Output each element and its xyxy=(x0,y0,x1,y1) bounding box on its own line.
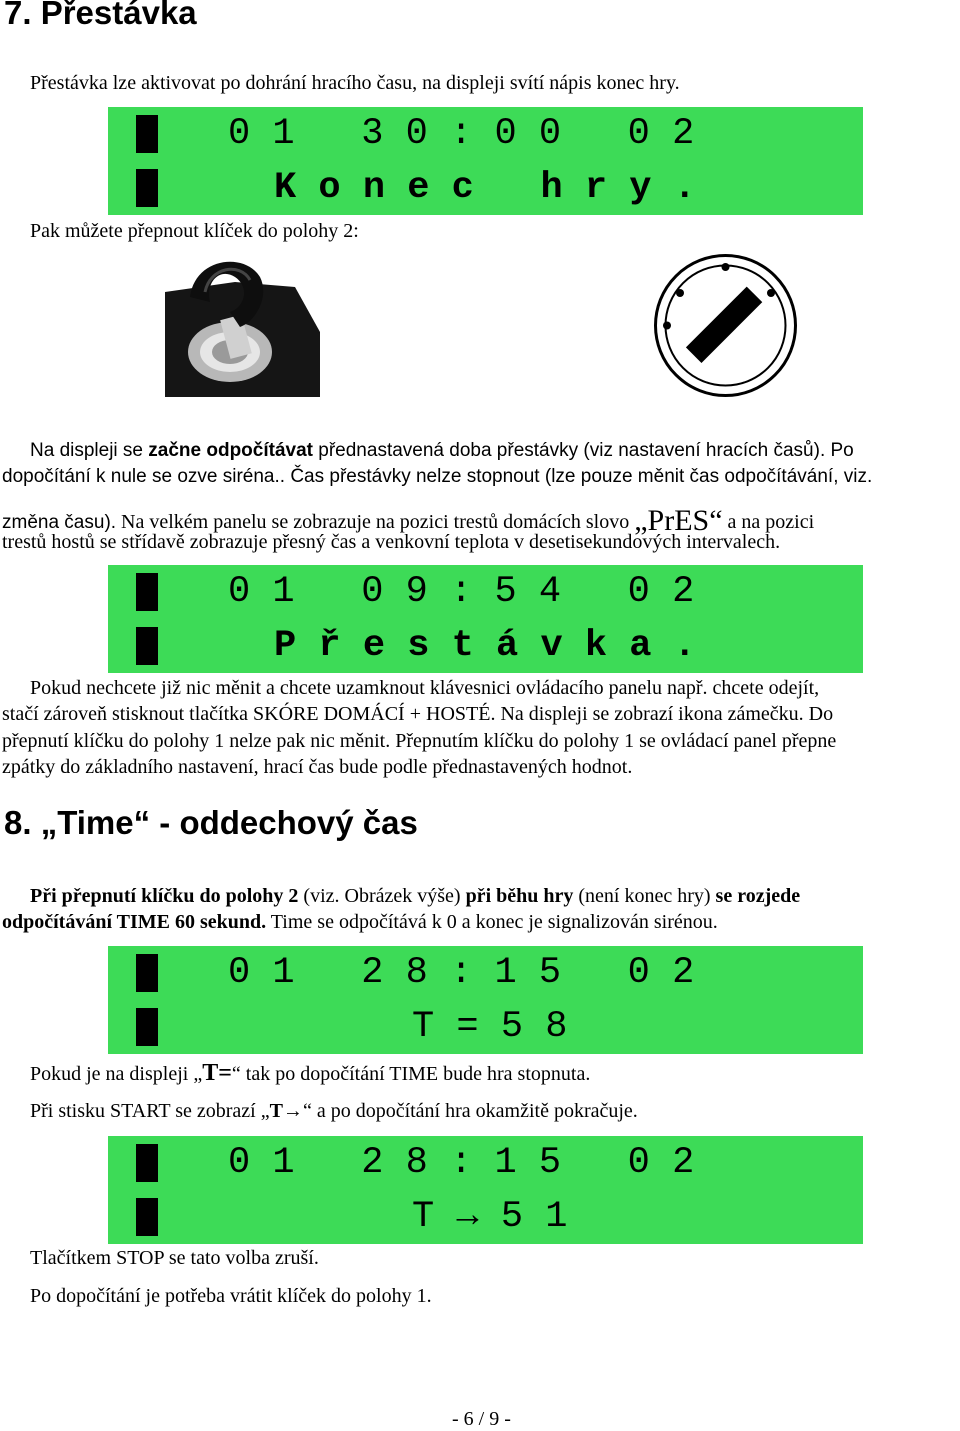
paragraph-line: dopočítání k nule se ozve siréna.. Čas přestávky nelze stopnout (lze pouze měnit čas odpočítávání, viz. xyxy=(2,466,873,487)
text-segment: (není konec hry) xyxy=(573,885,716,907)
lcd-display-konec xyxy=(108,107,863,215)
pres-word: „PrES“ xyxy=(634,504,723,537)
lcd-cursor-block xyxy=(136,573,158,611)
lcd-row-message: P ř e s t á v k a . xyxy=(274,625,696,667)
text-segment: Na displeji se xyxy=(30,440,149,461)
paragraph-line: trestů hostů se střídavě zobrazuje přesný čas a venkovní teplota v desetisekundových intervalech. xyxy=(2,531,781,553)
text-segment: “ tak po dopočítání TIME bude hra stopnuta. xyxy=(231,1063,591,1085)
lcd-row-message: T → 5 1 xyxy=(412,1196,568,1238)
text-segment: “ a po dopočítání hra okamžitě pokračuje. xyxy=(302,1100,638,1122)
lcd-cursor-block xyxy=(136,1144,158,1182)
paragraph-line xyxy=(30,1100,638,1123)
text-segment: Na velkém panelu se zobrazuje na pozici trestů domácích slovo xyxy=(116,511,635,533)
paragraph-line xyxy=(30,885,800,908)
paragraph-line xyxy=(30,1060,590,1087)
paragraph-line: zpátky do základního nastavení, hrací čas bude podle přednastavených hodnot. xyxy=(2,756,633,778)
bold-segment: při běhu hry xyxy=(465,885,574,907)
text-segment: změna času). xyxy=(2,512,117,533)
text-segment: (viz. Obrázek výše) xyxy=(298,885,466,907)
text-segment: Při stisku START se zobrazí „ xyxy=(30,1100,270,1122)
lcd-cursor-block xyxy=(136,627,158,665)
t-eq-tag: T= xyxy=(202,1060,232,1086)
return-key-text: Po dopočítání je potřeba vrátit klíček do polohy 1. xyxy=(30,1285,432,1307)
lcd-row-message: T = 5 8 xyxy=(412,1006,568,1048)
section-7-heading: 7. Přestávka xyxy=(4,0,197,31)
lcd-cursor-block xyxy=(136,1008,158,1046)
text-segment: Pokud je na displeji „ xyxy=(30,1063,203,1085)
lcd-row-time: 0 1 3 0 : 0 0 0 2 xyxy=(228,113,695,155)
t-arrow-tag: T→ xyxy=(269,1100,303,1122)
stop-text: Tlačítkem STOP se tato volba zruší. xyxy=(30,1247,319,1269)
lcd-cursor-block xyxy=(136,169,158,207)
intro-text: Přestávka lze aktivovat po dohrání hracího času, na displeji svítí nápis konec hry. xyxy=(30,72,680,94)
lcd-row-time: 0 1 2 8 : 1 5 0 2 xyxy=(228,952,695,994)
paragraph-line: Pokud nechcete již nic měnit a chcete uzamknout klávesnici ovládacího panelu např. chcete odejít, xyxy=(30,677,820,699)
bold-segment: Při přepnutí klíčku do polohy 2 xyxy=(30,885,299,907)
text-segment: přednastavená doba přestávky (viz nastavení hracích časů). Po xyxy=(313,440,854,461)
bold-segment: odpočítávání TIME 60 sekund. xyxy=(2,911,267,933)
lcd-display-time-eq xyxy=(108,946,863,1054)
paragraph-line: přepnutí klíčku do polohy 1 nelze pak nic měnit. Přepnutím klíčku do polohy 1 se ovládací panel přepne xyxy=(2,730,837,752)
lcd-cursor-block xyxy=(136,954,158,992)
lcd-row-time: 0 1 0 9 : 5 4 0 2 xyxy=(228,571,695,613)
text-segment: Time se odpočítává k 0 a konec je signalizován sirénou. xyxy=(266,911,718,933)
key-switch-photo xyxy=(165,252,320,397)
lcd-cursor-block xyxy=(136,115,158,153)
lcd-display-prestavka xyxy=(108,565,863,673)
key-position-text: Pak můžete přepnout klíček do polohy 2: xyxy=(30,220,359,242)
lcd-row-message: K o n e c h r y . xyxy=(274,167,696,209)
lcd-row-time: 0 1 2 8 : 1 5 0 2 xyxy=(228,1142,695,1184)
key-position-2-icon xyxy=(653,253,798,398)
bold-segment: se rozjede xyxy=(715,885,801,907)
section-8-heading: 8. „Time“ - oddechový čas xyxy=(4,804,418,841)
lcd-cursor-block xyxy=(136,1198,158,1236)
text-segment: a na pozici xyxy=(722,511,815,533)
lcd-display-time-arrow xyxy=(108,1136,863,1244)
paragraph-line xyxy=(30,440,854,462)
page-number: - 6 / 9 - xyxy=(452,1408,511,1430)
paragraph-line xyxy=(2,911,718,934)
bold-segment: začne odpočítávat xyxy=(148,440,313,461)
paragraph-line: stačí zároveň stisknout tlačítka SKÓRE DOMÁCÍ + HOSTÉ. Na displeji se zobrazí ikona zámečku. Do xyxy=(2,703,834,725)
